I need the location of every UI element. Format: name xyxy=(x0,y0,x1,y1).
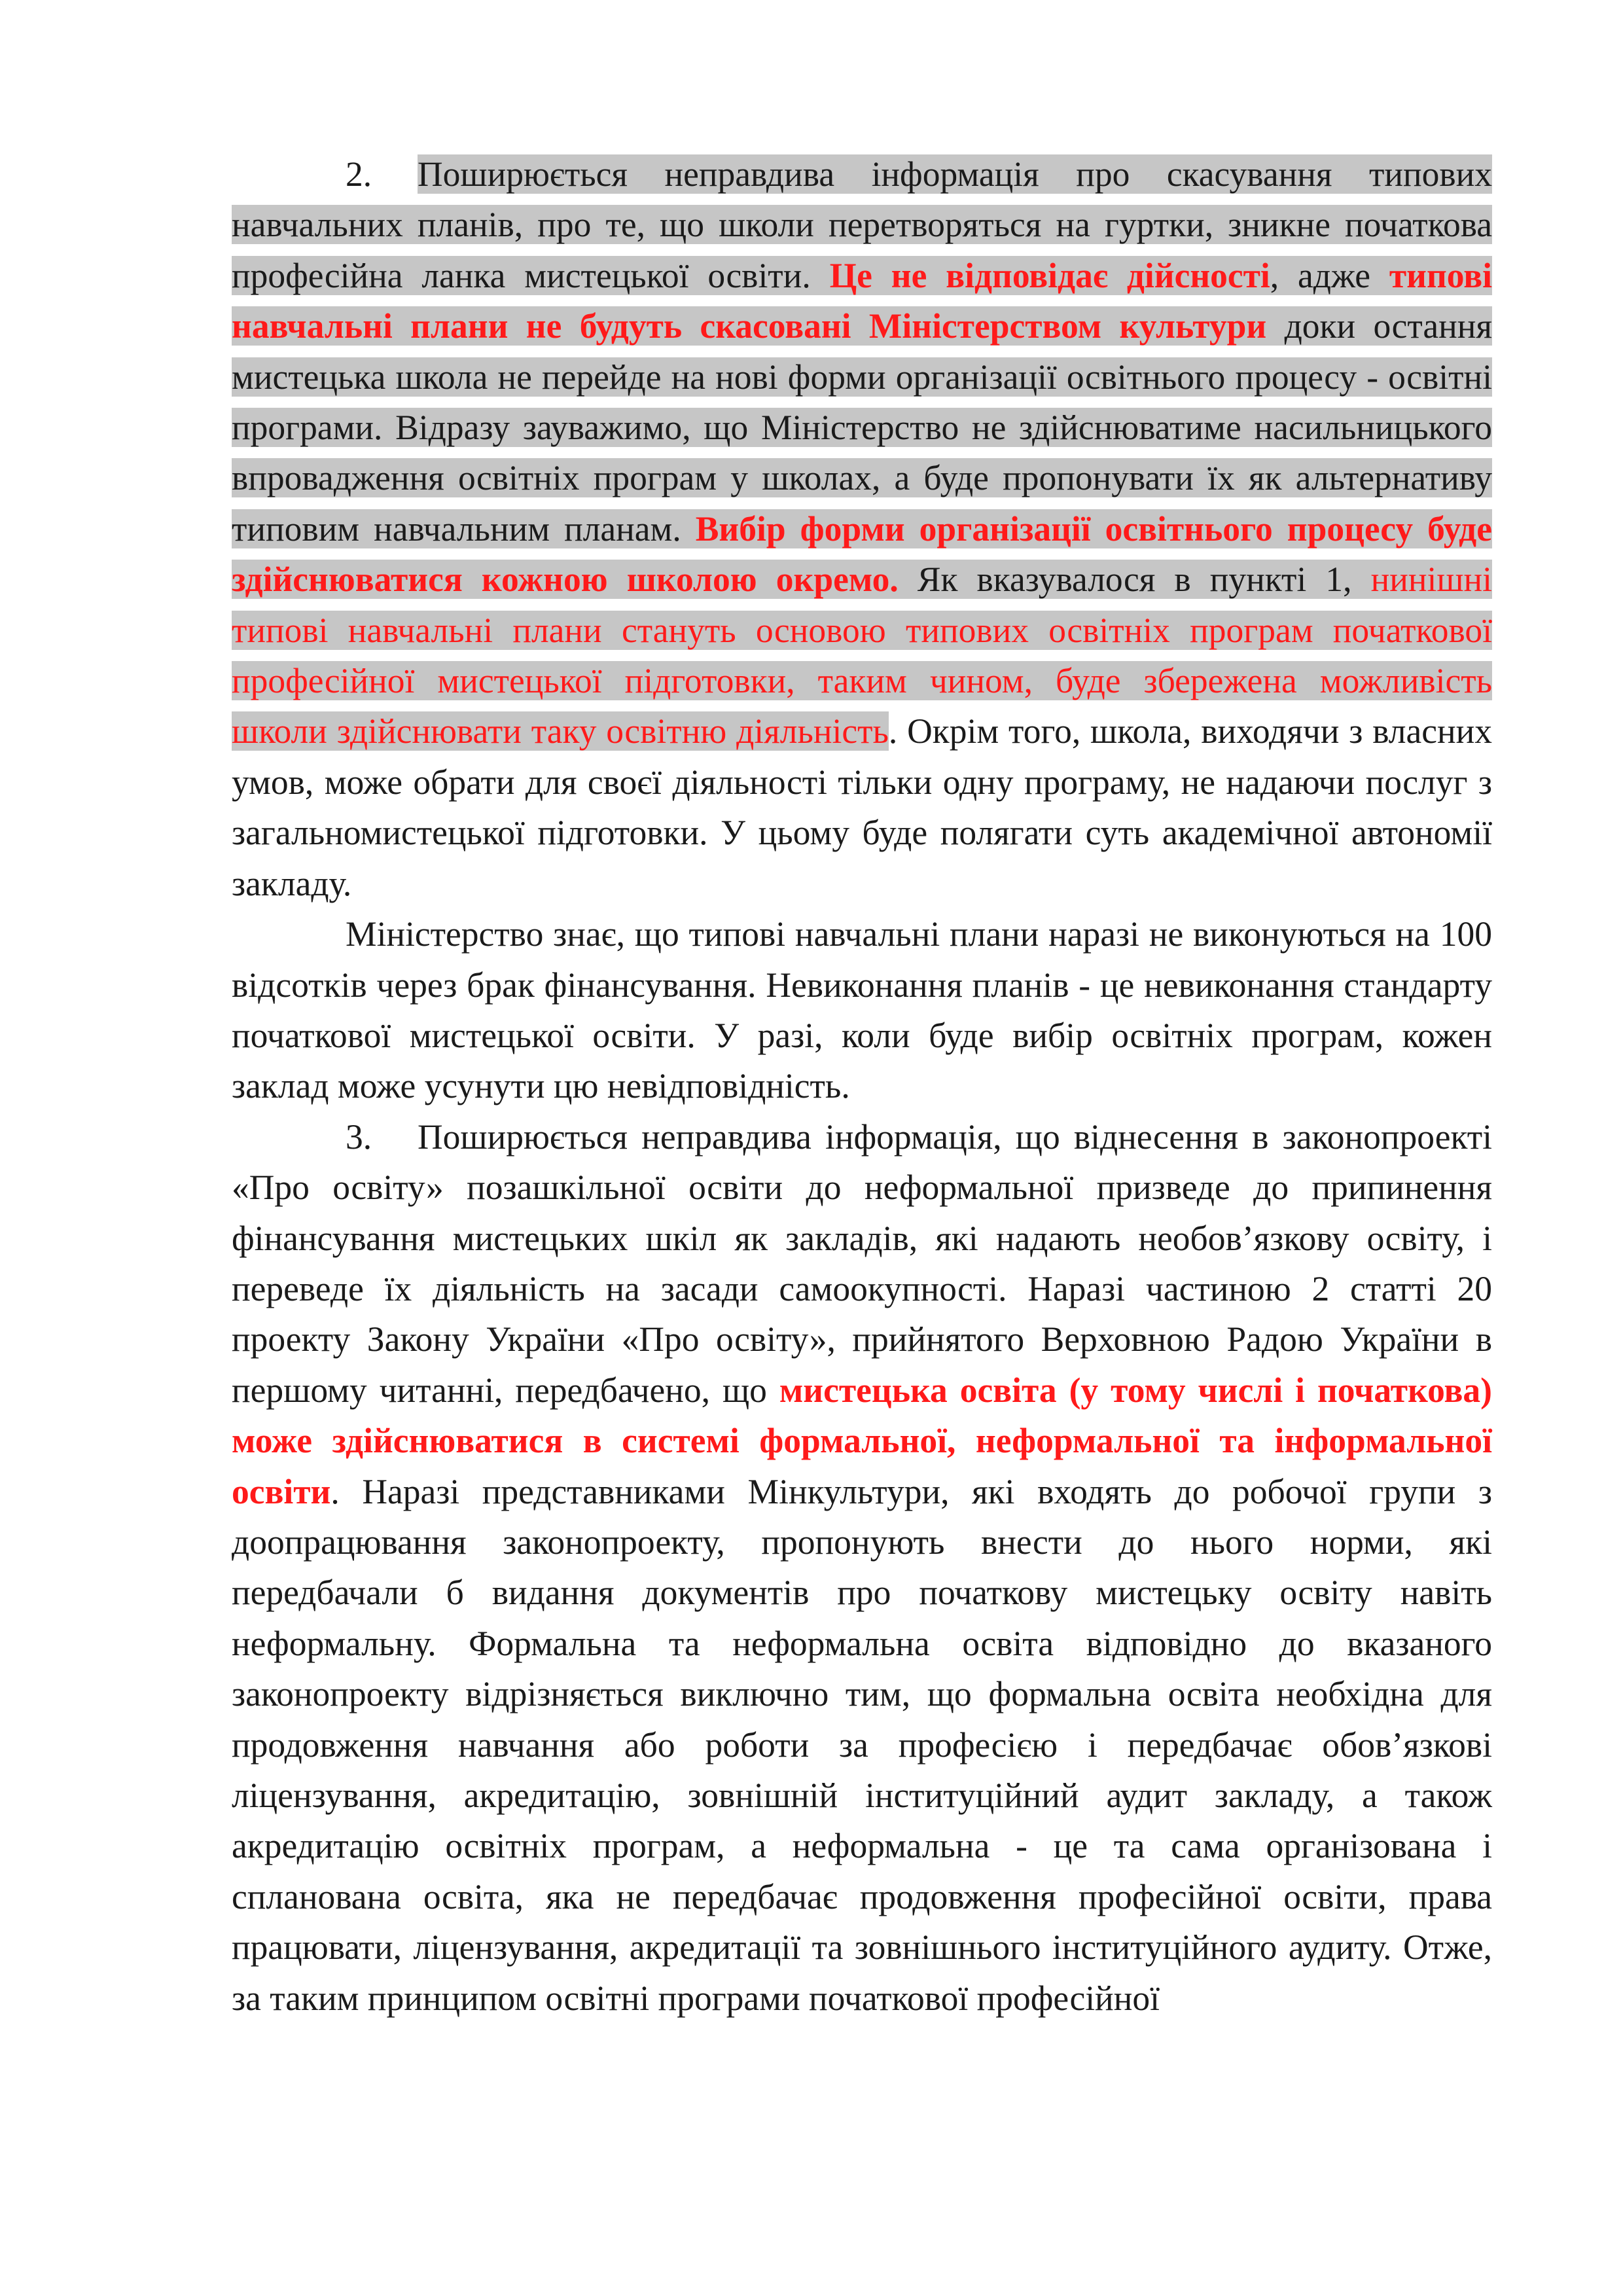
item-number-2: 2. xyxy=(346,154,372,194)
emphasis-red-bold: мистецька освіта (у тому числі і початкова) може здійснюватися в системі формальної, неформальної та інформальної освіти xyxy=(232,1370,1492,1511)
text-run: , адже xyxy=(1270,255,1389,295)
emphasis-red-bold: Вибір форми організації освітнього процесу буде здійснюватися кожною школою окремо. xyxy=(232,509,1492,600)
text-run: . Наразі представниками Мінкультури, які входять до робочої групи з доопрацювання законопроекту, пропонують внести до нього норми, які передбачали б видання документів про початкову мистецьку освіту навіть неформальну. Формальна та неформальна освіта відповідно до вказаного законопроекту відрізняється виключно тим, що формальна освіта необхідна для продовження навчання або роботи за професією і передбачає обов’язкові ліцензування, акредитацію, зовнішній інституційний аудит закладу, а також акредитацію освітніх програм, а неформальна - це та сама організована і спланована освіта, яка не передбачає продовження професійної освіти, права працювати, ліцензування, акредитації та зовнішнього інституційного аудиту. Отже, за таким принципом освітні програми початкової професійної xyxy=(232,1471,1492,2018)
emphasis-red: нинішні типові навчальні плани стануть основою типових освітніх програм початкової професійної мистецької підготовки, таким чином, буде збережена можливість школи здійснювати таку освітню діяльність xyxy=(232,560,1493,751)
document-page xyxy=(232,149,1492,2024)
highlighted-text xyxy=(232,154,1492,751)
paragraph-3 xyxy=(232,1112,1492,2024)
text-run: Поширюється неправдива інформація про скасування типових навчальних планів, про те, що школи перетворяться на гуртки, зникне початкова професійна ланка мистецької освіти. xyxy=(232,154,1492,295)
text-run: Як вказувалося в пункті 1, xyxy=(898,560,1371,600)
paragraph-2 xyxy=(232,149,1492,909)
text-run: доки остання мистецька школа не перейде на нові форми організації освітнього процесу - освітні програми. Відразу зауважимо, що Міністерство не здійснюватиме насильницького впровадження освітніх програм у школах, а буде пропонувати їх як альтернативу типовим навчальним планам. xyxy=(232,306,1492,548)
text-run: Поширюється неправдива інформація, що віднесення в законопроекті «Про освіту» позашкільної освіти до неформальної призведе до припинення фінансування мистецьких шкіл як закладів, які надають необов’язкову освіту, і переведе їх діяльність на засади самоокупності. Наразі частиною 2 статті 20 проекту Закону України «Про освіту», прийнятого Верховною Радою України в першому читанні, передбачено, що xyxy=(232,1117,1492,1410)
item-number-3: 3. xyxy=(346,1117,372,1157)
text-run: . Окрім того, школа, виходячи з власних умов, може обрати для своєї діяльності тільки одну програму, не надаючи послуг з загальномистецької підготовки. У цьому буде полягати суть академічної автономії закладу. xyxy=(232,711,1492,903)
emphasis-red-bold: Це не відповідає дійсності xyxy=(829,255,1270,295)
emphasis-red-bold: типові навчальні плани не будуть скасовані Міністерством культури xyxy=(232,255,1492,346)
paragraph-ministry: Міністерство знає, що типові навчальні плани наразі не виконуються на 100 відсотків через брак фінансування. Невиконання планів - це невиконання стандарту початкової мистецької освіти. У разі, коли буде вибір освітніх програм, кожен заклад може усунути цю невідповідність. xyxy=(232,914,1492,1106)
